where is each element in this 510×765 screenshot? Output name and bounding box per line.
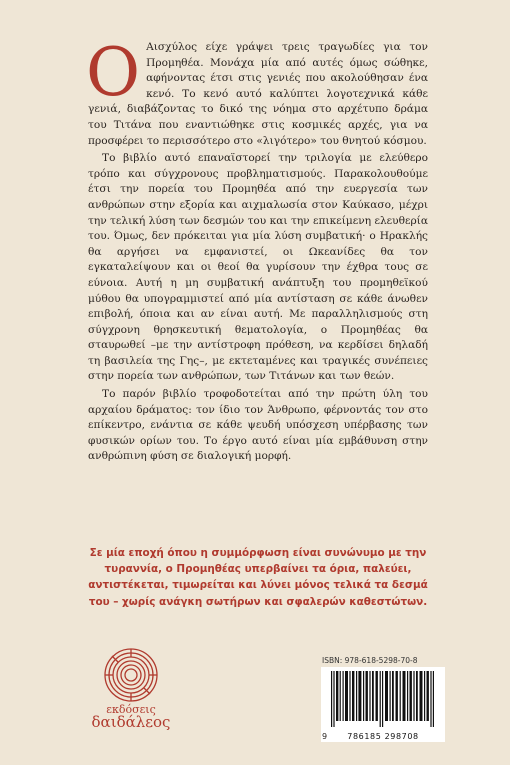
paragraph-3: Το παρόν βιβλίο τροφοδοτείται από την πρώτη ύλη του αρχαίου δράματος: τον ίδιο τον Άνθρωπο, φέρνοντάς τον στο επίκεντρο, ενάντια σε κάθε ψευδή υπόσχεση υπέρβασης των φυσικών ορίων του. Το έργο αυτό είναι μία εμβάθυνση στην ανθρώπινη φύση σε διαλογική μορφή.: [88, 388, 428, 463]
drop-cap: Ο: [86, 34, 141, 111]
barcode-digits: 786185 298708: [347, 732, 419, 741]
barcode-bars: [321, 667, 445, 729]
barcode-lead-digit: 9: [322, 732, 328, 741]
paragraph-1-text: Αισχύλος είχε γράψει τρεις τραγωδίες για τον Προμηθέα. Μονάχα μία από αυτές όμως σώθηκε, αφήνοντας έτσι στις γενιές που ακολούθησαν ένα κενό. Το κενό αυτό καλύπτει λογοτεχνικά κάθε γενιά, διαβάζοντας τo δικό της νόημα στο αρχέτυπο δράμα του Τιτάνα που εναντιώθηκε στις κοσμικές αρχές, για να προσφέρει το περισσότερο στο «λιγότερο» του θνητού κόσμου.: [88, 41, 428, 147]
isbn-label: ISBN: 978-618-5298-70-8: [322, 656, 418, 665]
highlight-quote: Σε μία εποχή όπου η συμμόρφωση είναι συνώνυμο με την τυραννία, ο Προμηθέας υπερβαίνει τα όρια, παλεύει, αντιστέκεται, τιμωρείται και λύνει μόνος τελικά τα δεσμά του – χωρίς ανάγκη σωτήρων και σφαλερών καθεστώτων.: [88, 547, 428, 608]
labyrinth-icon: [103, 647, 159, 703]
publisher-logo: [76, 647, 186, 742]
barcode: [321, 667, 445, 742]
paragraph-2: Το βιβλίο αυτό επαναϊστορεί την τριλογία με ελεύθερο τρόπο και σύγχρονους προβληματισμούς. Παρακολουθούμε έτσι την πορεία του Προμηθέα από την ευεργεσία των ανθρώπων στην εξορία και αιχμαλωσία στον Καύκασο, μέχρι την τελική λύση των δεσμών του και την επικείμενη ελευθερία του. Όμως, δεν πρόκειται για μία λύση συμβατική· ο Ηρακλής θα αργήσει να εμφανιστεί, οι Ωκεανίδες θα τον εγκαταλείψουν και οι θεοί θα γυρίσουν την έχθρα τους σε εύνοια. Αυτή η μη συμβατική ανάπτυξη του προμηθεϊκού μύθου θα υπογραμμιστεί από μία αντίσταση σε κάθε άνωθεν επιβολή, όποια και αν είναι αυτή. Με παραλληλισμούς στη σύγχρονη θρησκευτική θεματολογία, ο Προμηθέας θα σταυρωθεί –με την αντίστροφη πρόθεση, να κερδίσει δηλαδή τη βασιλεία της Γης–, με εκτεταμένες και τραγικές συνέπειες στην πορεία των ανθρώπων, των Τιτάνων και των θεών.: [88, 152, 428, 383]
publisher-name: [76, 703, 186, 729]
synopsis-text: [86, 34, 428, 467]
paragraph-1: [86, 34, 428, 149]
publisher-line-1: εκδόσεις: [106, 703, 156, 716]
publisher-line-2: δαιδάλεος: [91, 713, 171, 731]
